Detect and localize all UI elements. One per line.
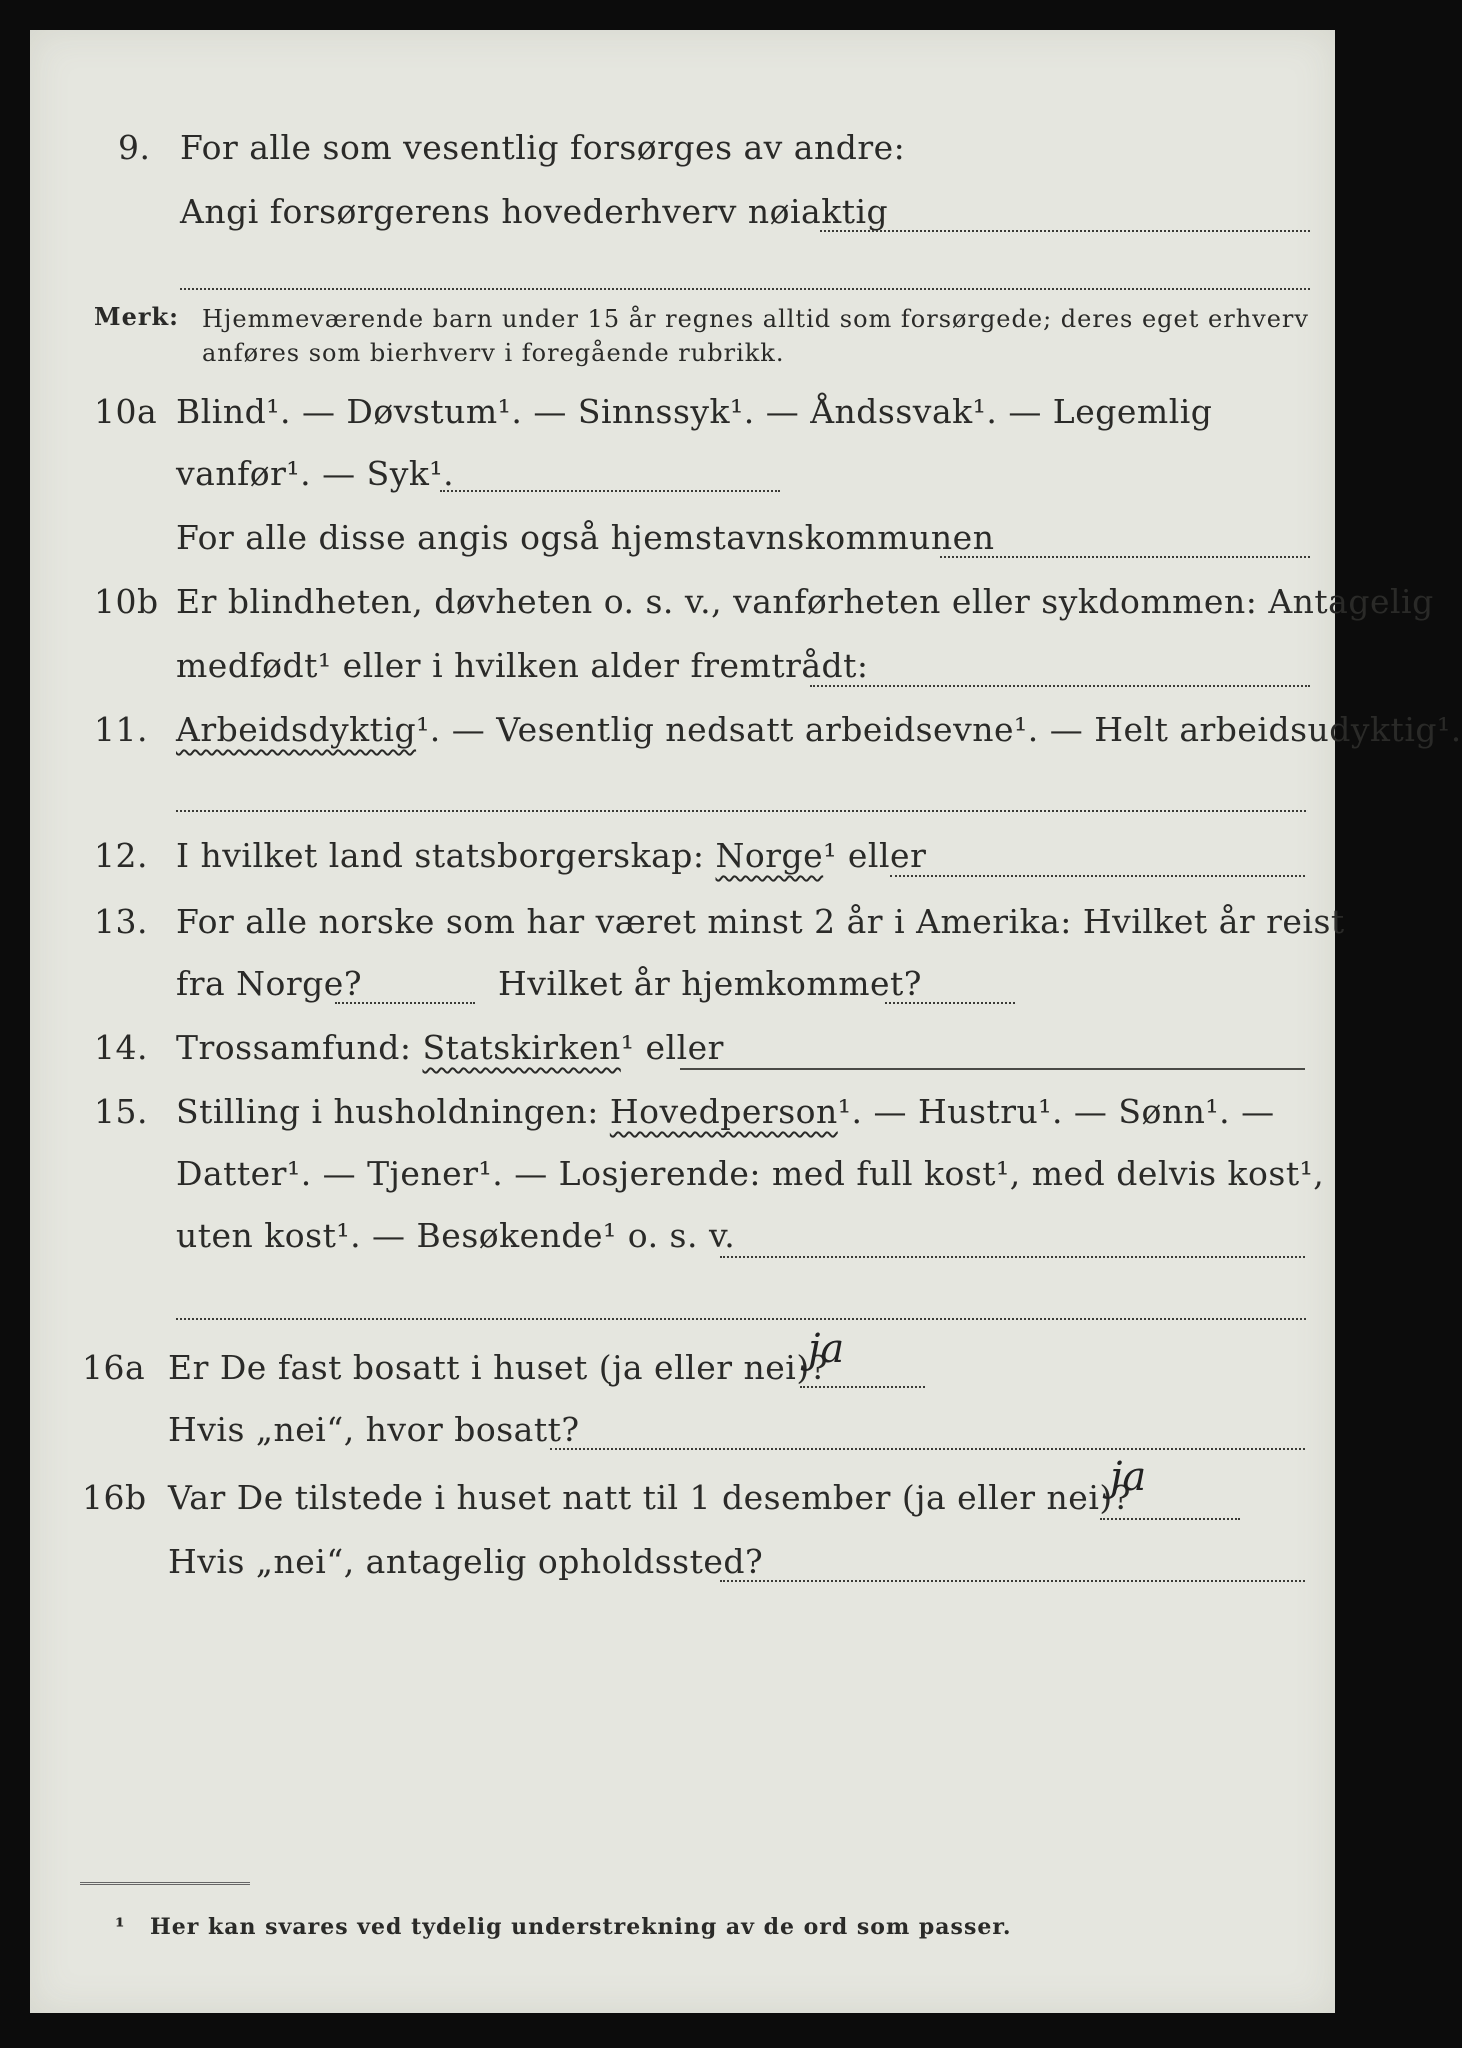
q14-number: 14. [94,1028,148,1067]
q13-departure-line[interactable] [335,1002,475,1004]
q10a-line2: vanfør¹. — Syk¹. [176,454,455,493]
merk-line2: anføres som bierhverv i foregående rubrikk. [202,339,785,367]
q9-line1: For alle som vesentlig forsørges av andre: [180,128,906,167]
q13-line2a: fra Norge? [176,964,363,1003]
q15-number: 15. [94,1092,148,1131]
q10a-line1: Blind¹. — Døvstum¹. — Sinnssyk¹. — Åndssvak¹. — Legemlig [176,392,1213,431]
q12-prompt: I hvilket land statsborgerskap: [176,836,705,875]
q16a-line2: Hvis „nei“, hvor bosatt? [168,1410,580,1449]
q15-line1 [176,1092,1275,1131]
q11-rest: ¹. — Vesentlig nedsatt arbeidsevne¹. — Helt arbeidsudyktig¹. [416,710,1462,749]
q16b-number: 16b [82,1478,147,1517]
q16a-handwritten-answer[interactable]: ja [808,1326,845,1372]
footnote-separator [80,1882,250,1885]
q16b-line2: Hvis „nei“, antagelig opholdssted? [168,1542,764,1581]
q15-line2: Datter¹. — Tjener¹. — Losjerende: med full kost¹, med delvis kost¹, [176,1154,1325,1193]
merk-line1: Hjemmeværende barn under 15 år regnes alltid som forsørgede; deres eget erhverv [202,305,1309,333]
q11-selected-option[interactable]: Arbeidsdyktig [176,710,417,749]
q14-line [176,1028,724,1067]
q14-selected-option[interactable]: Statskirken [422,1028,621,1067]
census-form-page [30,30,1462,2013]
q10a-answer-line[interactable] [440,490,780,492]
q9-number: 9. [118,128,151,167]
q12-number: 12. [94,836,148,875]
q15-line3: uten kost¹. — Besøkende¹ o. s. v. [176,1216,736,1255]
q10a-hometown-line[interactable] [940,556,1310,558]
q15-selected-option[interactable]: Hovedperson [609,1092,838,1131]
q16a-number: 16a [82,1348,146,1387]
q15-prompt: Stilling i husholdningen: [176,1092,599,1131]
q16a-answer-line[interactable] [800,1386,925,1388]
q15-answer-line-2[interactable] [176,1318,1306,1320]
q10b-number: 10b [94,582,159,621]
q16b-location-line[interactable] [720,1580,1305,1582]
q12-answer-line[interactable] [890,875,1305,877]
q14-prompt: Trossamfund: [176,1028,412,1067]
q13-line2b: Hvilket år hjemkommet? [498,964,922,1003]
q11-answer-line[interactable] [176,810,1306,812]
q15-answer-line[interactable] [720,1256,1305,1258]
q16b-answer-line[interactable] [1100,1518,1240,1520]
footnote-text: Her kan svares ved tydelig understrekning av de ord som passer. [150,1914,1012,1940]
q15-line1-rest: ¹. — Hustru¹. — Sønn¹. — [837,1092,1275,1131]
q9-line2: Angi forsørgerens hovederhverv nøiaktig [180,192,889,231]
q16a-residence-line[interactable] [550,1448,1305,1450]
footnote-mark: ¹ [115,1914,126,1940]
q11-number: 11. [94,710,148,749]
q10b-answer-line[interactable] [810,685,1310,687]
q10a-line3: For alle disse angis også hjemstavnskommunen [176,518,995,557]
q11-line [176,710,1462,749]
q14-post: ¹ eller [620,1028,724,1067]
q14-answer-line[interactable] [680,1068,1305,1070]
q9-answer-line-2[interactable] [180,288,1310,290]
q16b-line1: Var De tilstede i huset natt til 1 desember (ja eller nei)? [168,1478,1131,1517]
q10b-line1: Er blindheten, døvheten o. s. v., vanførheten eller sykdommen: Antagelig [176,582,1434,621]
q10a-number: 10a [94,392,158,431]
merk-label: Merk: [94,302,179,331]
q16a-line1: Er De fast bosatt i huset (ja eller nei)? [168,1348,828,1387]
q12-post: ¹ eller [823,836,927,875]
q12-selected-option[interactable]: Norge [715,836,824,875]
q13-return-line[interactable] [885,1002,1015,1004]
q9-answer-line[interactable] [820,230,1310,232]
q13-line1: For alle norske som har været minst 2 år i Amerika: Hvilket år reist [176,902,1345,941]
q13-number: 13. [94,902,148,941]
q12-line [176,836,926,875]
q10b-line2: medfødt¹ eller i hvilken alder fremtrådt: [176,646,869,685]
q16b-handwritten-answer[interactable]: ja [1110,1454,1147,1500]
